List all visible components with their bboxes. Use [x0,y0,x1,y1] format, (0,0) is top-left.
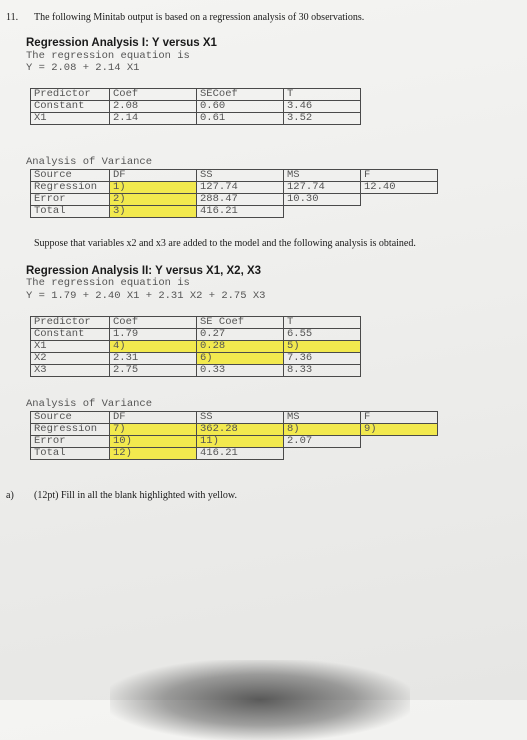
table-header-row [31,412,438,424]
header-cell: Coef [110,317,197,329]
table-row [31,424,438,436]
table-row [31,353,361,365]
analysis1-aov-table [30,169,438,218]
analysis1-coef-table [30,88,361,125]
table-cell: Regression [31,424,110,436]
table-cell: 3.52 [284,113,361,125]
blank-cell-2[interactable]: 2) [110,194,197,206]
header-cell: F [361,412,438,424]
analysis1-heading: Regression Analysis I: Y versus X1 [26,37,217,49]
table-row [31,101,361,113]
blank-cell-10[interactable]: 10) [110,436,197,448]
table-cell: 416.21 [197,448,284,460]
header-cell: SS [197,412,284,424]
header-cell: Coef [110,89,197,101]
table-row [31,206,438,218]
header-cell: Source [31,170,110,182]
table-cell: 7.36 [284,353,361,365]
blank-cell-6[interactable]: 6) [197,353,284,365]
header-cell: SS [197,170,284,182]
header-cell: MS [284,170,361,182]
table-cell: X2 [31,353,110,365]
table-cell: 2.75 [110,365,197,377]
blank-cell-11[interactable]: 11) [197,436,284,448]
analysis1-aov-title: Analysis of Variance [26,156,153,168]
table-cell: 127.74 [197,182,284,194]
table-row [31,448,438,460]
empty-cell [284,448,361,460]
table-cell: 12.40 [361,182,438,194]
header-cell: Predictor [31,89,110,101]
header-cell: F [361,170,438,182]
empty-cell [361,436,438,448]
suppose-text: Suppose that variables x2 and x3 are added to the model and the following analysis is obtained. [34,238,416,249]
table-cell: 362.28 [197,424,284,436]
table-cell: Total [31,448,110,460]
table-cell: 2.14 [110,113,197,125]
table-cell: Total [31,206,110,218]
table-cell: X1 [31,113,110,125]
table-cell: Error [31,194,110,206]
header-cell: DF [110,412,197,424]
empty-cell [284,206,361,218]
blank-cell-5[interactable]: 5) [284,341,361,353]
phone-shadow [110,660,410,740]
analysis2-heading: Regression Analysis II: Y versus X1, X2, X3 [26,265,262,277]
part-a-label: a) [6,490,14,501]
table-cell: 2.07 [284,436,361,448]
table-cell: 0.27 [197,329,284,341]
table-cell: 10.30 [284,194,361,206]
table-cell: 127.74 [284,182,361,194]
header-cell: DF [110,170,197,182]
table-cell: Regression [31,182,110,194]
blank-cell-1[interactable]: 1) [110,182,197,194]
table-cell: 416.21 [197,206,284,218]
table-cell: Constant [31,329,110,341]
table-cell: Error [31,436,110,448]
analysis1-equation: Y = 2.08 + 2.14 X1 [26,62,140,74]
table-cell: 0.28 [197,341,284,353]
empty-cell [361,194,438,206]
header-cell: SECoef [197,89,284,101]
table-row [31,182,438,194]
table-cell: X3 [31,365,110,377]
table-row [31,329,361,341]
table-row [31,194,438,206]
header-cell: T [284,89,361,101]
empty-cell [361,448,438,460]
part-a-text: (12pt) Fill in all the blank highlighted with yellow. [34,490,237,501]
table-cell: 3.46 [284,101,361,113]
analysis2-equation-label: The regression equation is [26,277,190,289]
table-cell: Constant [31,101,110,113]
table-cell: 2.08 [110,101,197,113]
blank-cell-8[interactable]: 8) [284,424,361,436]
table-cell: 0.33 [197,365,284,377]
table-cell: 8.33 [284,365,361,377]
header-cell: Predictor [31,317,110,329]
table-header-row [31,170,438,182]
table-cell: 2.31 [110,353,197,365]
blank-cell-12[interactable]: 12) [110,448,197,460]
analysis2-equation: Y = 1.79 + 2.40 X1 + 2.31 X2 + 2.75 X3 [26,290,266,302]
analysis2-aov-title: Analysis of Variance [26,398,153,410]
table-row [31,341,361,353]
table-header-row [31,317,361,329]
table-cell: 0.60 [197,101,284,113]
header-cell: Source [31,412,110,424]
question-number: 11. [6,12,19,23]
table-row [31,365,361,377]
blank-cell-4[interactable]: 4) [110,341,197,353]
analysis1-equation-label: The regression equation is [26,50,190,62]
table-cell: 0.61 [197,113,284,125]
blank-cell-9[interactable]: 9) [361,424,438,436]
table-cell: 288.47 [197,194,284,206]
header-cell: SE Coef [197,317,284,329]
table-header-row [31,89,361,101]
analysis2-aov-table [30,411,438,460]
table-cell: 6.55 [284,329,361,341]
question-text: The following Minitab output is based on a regression analysis of 30 observations. [34,12,365,23]
analysis2-coef-table [30,316,361,377]
empty-cell [361,206,438,218]
header-cell: T [284,317,361,329]
table-row [31,113,361,125]
table-row [31,436,438,448]
blank-cell-3[interactable]: 3) [110,206,197,218]
table-cell: X1 [31,341,110,353]
header-cell: MS [284,412,361,424]
table-cell: 1.79 [110,329,197,341]
blank-cell-7[interactable]: 7) [110,424,197,436]
